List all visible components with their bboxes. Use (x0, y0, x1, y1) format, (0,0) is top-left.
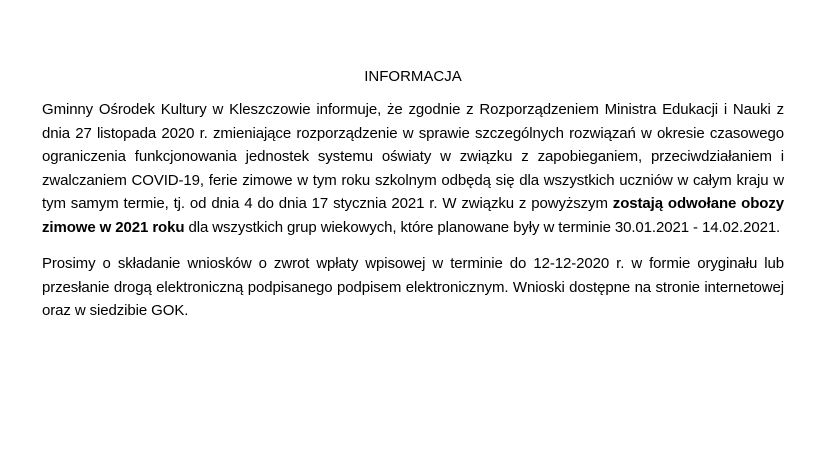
document-body (42, 66, 784, 323)
announcement-paragraph (42, 98, 784, 239)
paragraph-text-end: dla wszystkich grup wiekowych, które planowane były w terminie 30.01.2021 - 14.02.2021. (188, 218, 781, 236)
document-title: INFORMACJA (364, 68, 462, 85)
refund-paragraph: Prosimy o składanie wniosków o zwrot wpłaty wpisowej w terminie do 12-12-2020 r. w formie oryginału lub przesłanie drogą elektroniczną podpisanego podpisem elektronicznym. Wnioski dostępne na stronie internetowej oraz w siedzibie GOK. (42, 255, 784, 319)
paragraph-text-start: Gminny Ośrodek Kultury w Kleszczowie informuje, że zgodnie z Rozporządzeniem Ministra Edukacji i Nauki z dnia 27 listopada 2020 r. zmieniające rozporządzenie w sprawie szczególnych rozwiązań w okresie czasowego ograniczenia funkcjonowania jednostek systemu oświaty w związku z zapobieganiem, przeciwdziałaniem i zwalczaniem COVID-19, ferie zimowe w tym roku szkolnym odbędą się dla wszystkich uczniów w całym kraju w tym samym termie, tj. od dnia 4 do dnia 17 stycznia 2021 r. W związku z powyższym (42, 101, 784, 212)
cancellation-notice: zostają odwołane obozy zimowe w 2021 roku (42, 195, 785, 236)
